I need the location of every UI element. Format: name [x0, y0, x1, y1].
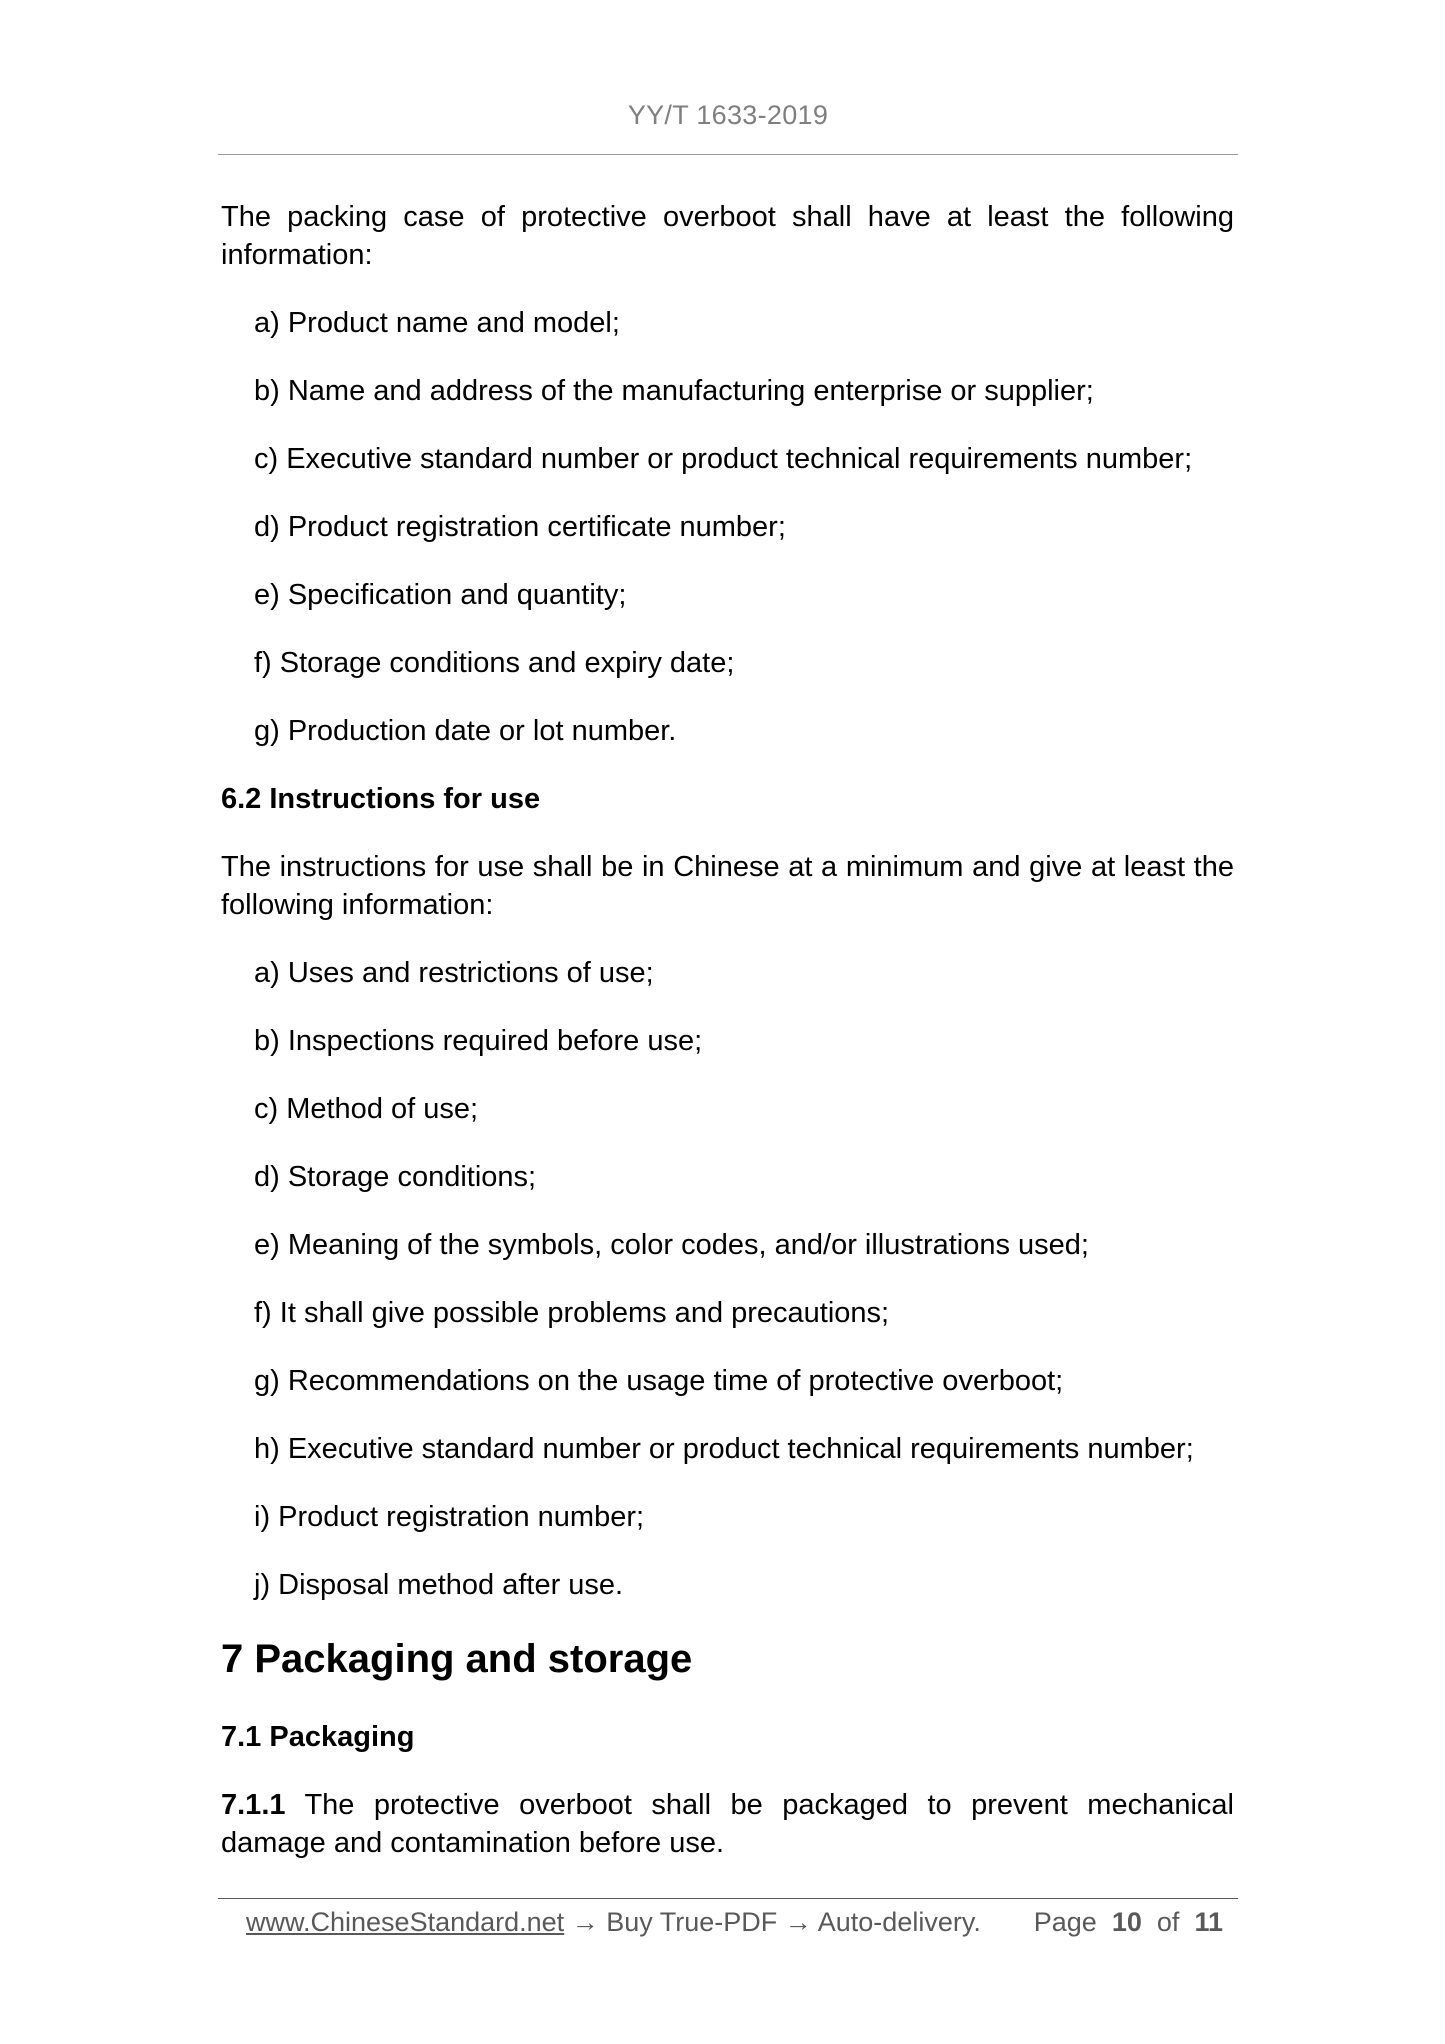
list-item: d) Storage conditions;	[254, 1161, 537, 1193]
website-link[interactable]: www.ChineseStandard.net	[246, 1907, 565, 1937]
list-item: c) Method of use;	[254, 1093, 479, 1125]
list-item: e) Specification and quantity;	[254, 579, 627, 611]
header-divider	[218, 154, 1238, 155]
list-item: b) Name and address of the manufacturing enterprise or supplier;	[254, 375, 1094, 407]
section-6-2-heading: 6.2 Instructions for use	[221, 783, 541, 815]
clause-7-1-1-paragraph	[221, 1786, 1234, 1862]
section-7-1-heading: 7.1 Packaging	[221, 1721, 415, 1753]
buy-pdf-text: Buy True-PDF	[606, 1907, 778, 1937]
list-item: a) Product name and model;	[254, 307, 620, 339]
list-item: g) Production date or lot number.	[254, 715, 677, 747]
page-total: 11	[1194, 1907, 1223, 1937]
footer-divider	[218, 1898, 1238, 1899]
page-footer	[246, 1907, 1231, 1938]
list-item: c) Executive standard number or product technical requirements number;	[254, 443, 1193, 475]
arrow-right-icon: →	[564, 1907, 607, 1937]
instructions-intro-paragraph: The instructions for use shall be in Chinese at a minimum and give at least the following information:	[221, 851, 1234, 921]
list-item: j) Disposal method after use.	[254, 1569, 624, 1601]
document-code-header: YY/T 1633-2019	[627, 100, 829, 130]
list-item: a) Uses and restrictions of use;	[254, 957, 654, 989]
page-body	[221, 198, 1234, 1862]
page-indicator	[1034, 1907, 1223, 1938]
list-item: g) Recommendations on the usage time of protective overboot;	[254, 1365, 1064, 1397]
clause-7-1-1-number: 7.1.1	[221, 1789, 286, 1821]
list-item: h) Executive standard number or product technical requirements number;	[254, 1433, 1194, 1465]
packing-intro-paragraph: The packing case of protective overboot shall have at least the following information:	[221, 201, 1234, 271]
list-item: i) Product registration number;	[254, 1501, 645, 1533]
arrow-right-icon: →	[777, 1907, 818, 1937]
of-label: of	[1156, 1907, 1180, 1937]
list-item: f) It shall give possible problems and precautions;	[254, 1297, 890, 1329]
page-label: Page	[1033, 1907, 1097, 1937]
list-item: d) Product registration certificate number;	[254, 511, 786, 543]
page-number: 10	[1111, 1907, 1142, 1937]
list-item: f) Storage conditions and expiry date;	[254, 647, 735, 679]
section-7-heading: 7 Packaging and storage	[221, 1637, 693, 1681]
instructions-info-list	[221, 954, 1234, 1604]
list-item: b) Inspections required before use;	[254, 1025, 703, 1057]
auto-delivery-text: Auto-delivery.	[817, 1907, 981, 1937]
packing-info-list	[221, 304, 1234, 750]
clause-7-1-1-text: The protective overboot shall be packaged to prevent mechanical damage and contamination before use.	[221, 1789, 1234, 1859]
list-item: e) Meaning of the symbols, color codes, and/or illustrations used;	[254, 1229, 1089, 1261]
